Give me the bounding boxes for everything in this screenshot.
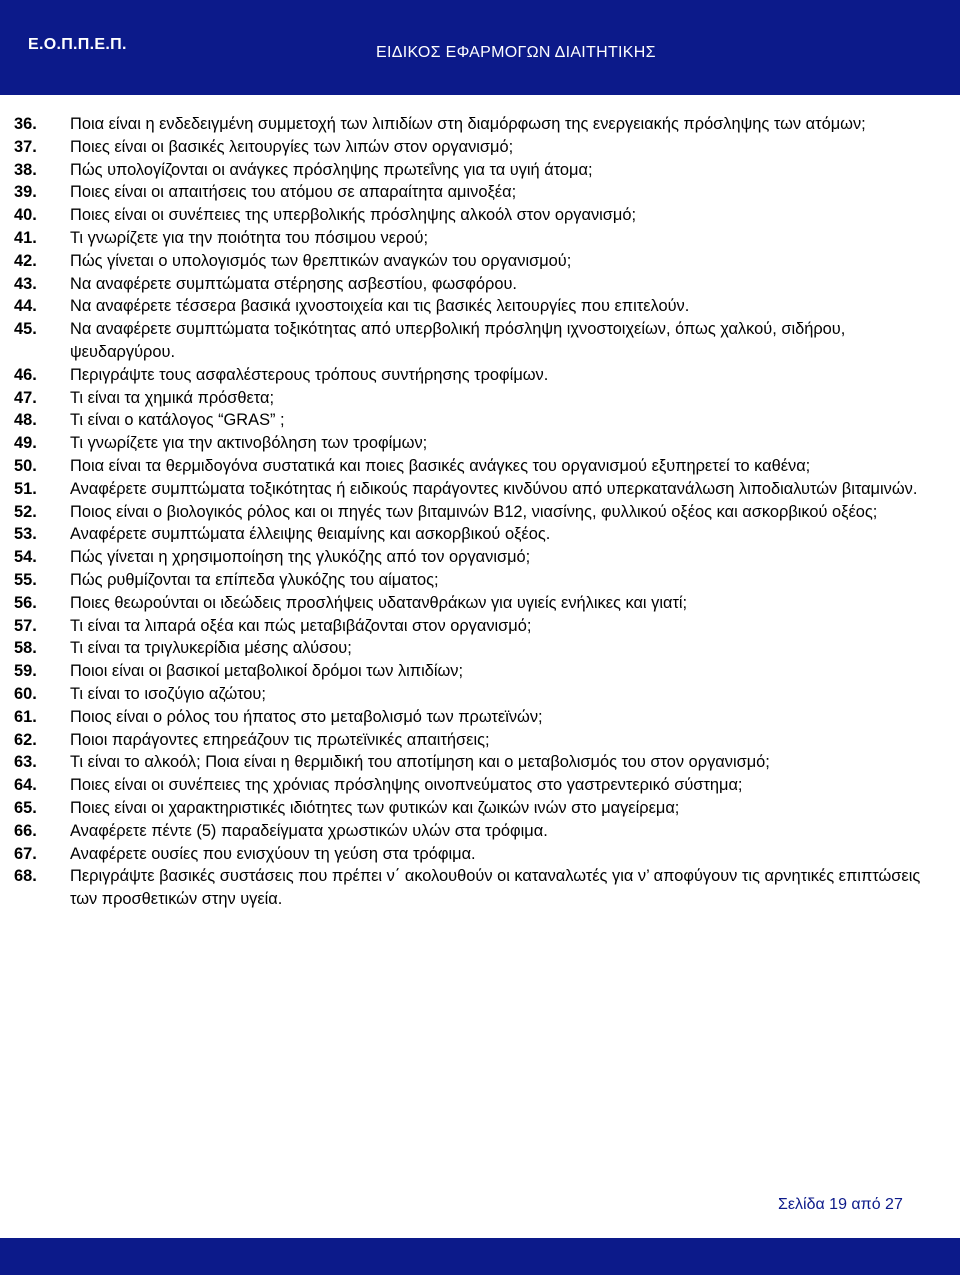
question-text: Ποιες είναι οι συνέπειες της υπερβολικής πρόσληψης αλκοόλ στον οργανισμό;	[70, 206, 637, 225]
question-item	[0, 273, 960, 296]
question-text: Πώς γίνεται η χρησιμοποίηση της γλυκόζης από τον οργανισμό;	[70, 548, 531, 567]
question-item	[0, 204, 960, 227]
question-number: 37.	[14, 137, 37, 156]
question-text: Πώς υπολογίζονται οι ανάγκες πρόσληψης πρωτεΐνης για τα υγιή άτομα;	[70, 160, 593, 179]
question-item	[0, 318, 960, 364]
question-text: Ποιοι είναι οι βασικοί μεταβολικοί δρόμοι των λιπιδίων;	[70, 662, 464, 681]
question-text: Ποιοι παράγοντες επηρεάζουν τις πρωτεϊνικές απαιτήσεις;	[70, 730, 490, 749]
footer-bar	[0, 1238, 960, 1275]
question-item	[0, 843, 960, 866]
question-text: Αναφέρετε συμπτώματα τοξικότητας ή ειδικούς παράγοντες κινδύνου από υπερκατανάλωση λιποδιαλυτών βιταμινών.	[70, 479, 918, 498]
question-text: Να αναφέρετε συμπτώματα στέρησης ασβεστίου, φωσφόρου.	[70, 274, 517, 293]
question-item	[0, 159, 960, 182]
question-number: 59.	[14, 662, 37, 681]
question-number: 56.	[14, 593, 37, 612]
question-item	[0, 501, 960, 524]
question-item	[0, 432, 960, 455]
question-number: 49.	[14, 434, 37, 453]
question-text: Ποιες είναι οι απαιτήσεις του ατόμου σε απαραίτητα αμινοξέα;	[70, 183, 517, 202]
question-text: Να αναφέρετε τέσσερα βασικά ιχνοστοιχεία και τις βασικές λειτουργίες που επιτελούν.	[70, 297, 690, 316]
question-item	[0, 295, 960, 318]
question-item	[0, 546, 960, 569]
question-text: Αναφέρετε πέντε (5) παραδείγματα χρωστικών υλών στα τρόφιμα.	[70, 821, 548, 840]
question-number: 45.	[14, 320, 37, 339]
question-number: 43.	[14, 274, 37, 293]
question-item	[0, 569, 960, 592]
question-text: Ποιες είναι οι βασικές λειτουργίες των λιπών στον οργανισμό;	[70, 137, 514, 156]
question-text: Τι είναι τα τριγλυκερίδια μέσης αλύσου;	[70, 639, 352, 658]
question-number: 67.	[14, 844, 37, 863]
question-number: 53.	[14, 525, 37, 544]
question-number: 50.	[14, 456, 37, 475]
question-text: Αναφέρετε ουσίες που ενισχύουν τη γεύση στα τρόφιμα.	[70, 844, 476, 863]
question-number: 40.	[14, 206, 37, 225]
question-item	[0, 820, 960, 843]
question-item	[0, 364, 960, 387]
question-item	[0, 387, 960, 410]
question-text: Ποιες θεωρούνται οι ιδεώδεις προσλήψεις υδατανθράκων για υγιείς ενήλικες και γιατί;	[70, 593, 688, 612]
page-number: Σελίδα 19 από 27	[778, 1196, 903, 1213]
question-number: 46.	[14, 365, 37, 384]
question-text: Τι είναι το αλκοόλ; Ποια είναι η θερμιδική του αποτίμηση και ο μεταβολισμός του στον οργανισμό;	[70, 753, 770, 772]
question-text: Περιγράψτε τους ασφαλέστερους τρόπους συντήρησης τροφίμων.	[70, 365, 549, 384]
question-list	[0, 113, 960, 911]
question-text: Τι γνωρίζετε για την ποιότητα του πόσιμου νερού;	[70, 228, 429, 247]
question-number: 58.	[14, 639, 37, 658]
question-text: Πώς ρυθμίζονται τα επίπεδα γλυκόζης του αίματος;	[70, 570, 439, 589]
question-number: 63.	[14, 753, 37, 772]
question-text: Ποιος είναι ο ρόλος του ήπατος στο μεταβολισμό των πρωτεϊνών;	[70, 707, 543, 726]
question-number: 54.	[14, 548, 37, 567]
question-number: 48.	[14, 411, 37, 430]
question-text: Να αναφέρετε συμπτώματα τοξικότητας από υπερβολική πρόσληψη ιχνοστοιχείων, όπως χαλκού, σιδήρου, ψευδαργύρου.	[70, 320, 846, 361]
question-number: 64.	[14, 776, 37, 795]
question-number: 62.	[14, 730, 37, 749]
question-text: Ποια είναι τα θερμιδογόνα συστατικά και ποιες βασικές ανάγκες του οργανισμού εξυπηρετεί το καθένα;	[70, 456, 811, 475]
question-text: Ποιες είναι οι συνέπειες της χρόνιας πρόσληψης οινοπνεύματος στο γαστρεντερικό σύστημα;	[70, 776, 743, 795]
question-item	[0, 227, 960, 250]
question-item	[0, 478, 960, 501]
question-number: 51.	[14, 479, 37, 498]
question-item	[0, 729, 960, 752]
question-number: 60.	[14, 684, 37, 703]
question-text: Τι είναι ο κατάλογος “GRAS” ;	[70, 411, 285, 430]
question-text: Τι είναι το ισοζύγιο αζώτου;	[70, 684, 266, 703]
question-number: 47.	[14, 388, 37, 407]
question-number: 61.	[14, 707, 37, 726]
question-item	[0, 774, 960, 797]
question-number: 66.	[14, 821, 37, 840]
question-text: Πώς γίνεται ο υπολογισμός των θρεπτικών αναγκών του οργανισμού;	[70, 251, 572, 270]
question-text: Περιγράψτε βασικές συστάσεις που πρέπει ν΄ ακολουθούν οι καταναλωτές για ν’ αποφύγουν τις αρνητικές επιπτώσεις των προσθετικών στην υγεία.	[70, 867, 921, 909]
question-item	[0, 136, 960, 159]
question-number: 55.	[14, 570, 37, 589]
question-text: Ποια είναι η ενδεδειγμένη συμμετοχή των λιπιδίων στη διαμόρφωση της ενεργειακής πρόσληψης των ατόμων;	[70, 115, 866, 133]
question-number: 52.	[14, 502, 37, 521]
question-text: Τι είναι τα λιπαρά οξέα και πώς μεταβιβάζονται στον οργανισμό;	[70, 616, 532, 635]
question-text: Ποιος είναι ο βιολογικός ρόλος και οι πηγές των βιταμινών Β12, νιασίνης, φυλλικού οξέος και ασκορβικού οξέος;	[70, 502, 878, 521]
question-item	[0, 592, 960, 615]
question-number: 57.	[14, 616, 37, 635]
question-number: 65.	[14, 798, 37, 817]
question-text: Αναφέρετε συμπτώματα έλλειψης θειαμίνης και ασκορβικού οξέος.	[70, 525, 551, 544]
question-item	[0, 706, 960, 729]
question-number: 36.	[14, 115, 37, 133]
question-item	[0, 250, 960, 273]
question-item	[0, 751, 960, 774]
question-item	[0, 523, 960, 546]
question-number: 44.	[14, 297, 37, 316]
question-number: 39.	[14, 183, 37, 202]
question-item	[0, 455, 960, 478]
question-number: 42.	[14, 251, 37, 270]
question-item	[0, 409, 960, 432]
question-text: Ποιες είναι οι χαρακτηριστικές ιδιότητες των φυτικών και ζωικών ινών στο μαγείρεμα;	[70, 798, 680, 817]
question-item	[0, 181, 960, 204]
question-item	[0, 113, 960, 136]
question-item	[0, 797, 960, 820]
question-number: 68.	[14, 867, 37, 886]
question-number: 41.	[14, 228, 37, 247]
question-item	[0, 637, 960, 660]
question-item	[0, 683, 960, 706]
question-text: Τι είναι τα χημικά πρόσθετα;	[70, 388, 275, 407]
question-item	[0, 615, 960, 638]
question-item	[0, 660, 960, 683]
header-organization: Ε.Ο.Π.Π.Ε.Π.	[28, 36, 127, 53]
question-text: Τι γνωρίζετε για την ακτινοβόληση των τροφίμων;	[70, 434, 428, 453]
header-specialty: ΕΙΔΙΚΟΣ ΕΦΑΡΜΟΓΩΝ ΔΙΑΙΤΗΤΙΚΗΣ	[376, 44, 656, 61]
header-bar	[0, 0, 960, 95]
question-number: 38.	[14, 160, 37, 179]
question-item	[0, 865, 960, 911]
